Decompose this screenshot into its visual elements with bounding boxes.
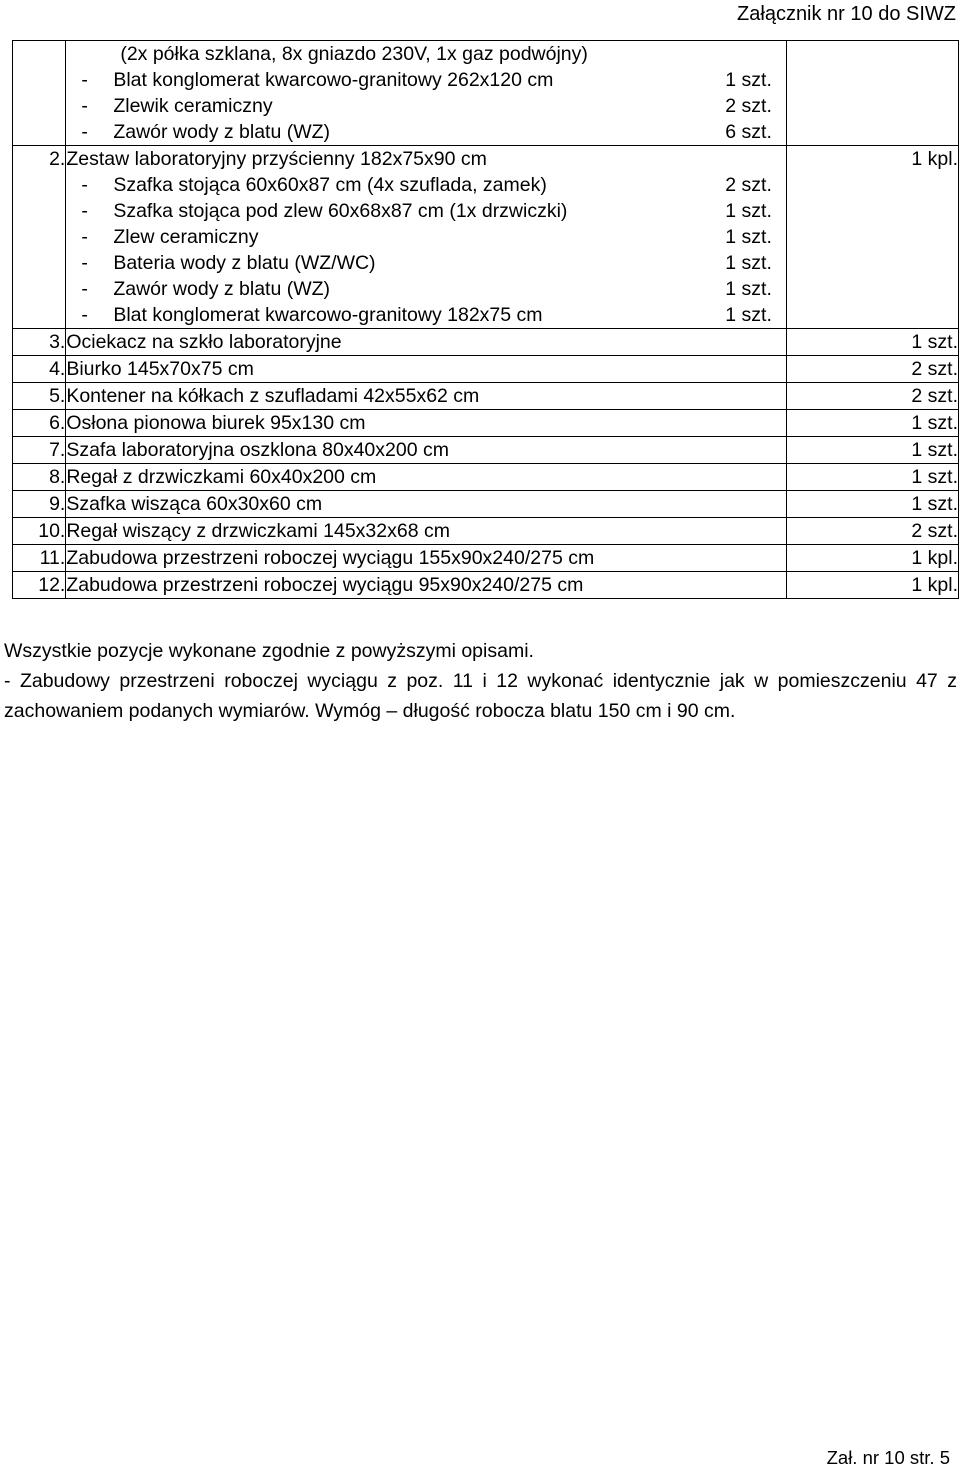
row-number: 11. (13, 545, 66, 572)
table-row (13, 572, 959, 599)
row-description: Zabudowa przestrzeni roboczej wyciągu 95x90x240/275 cm (66, 572, 787, 599)
subitem-qty: 1 szt. (725, 200, 772, 222)
row-quantity: 2 szt. (786, 383, 958, 410)
subitem-qty: 2 szt. (725, 95, 772, 117)
row-number: 2. (13, 146, 66, 329)
table-row (13, 437, 959, 464)
subitem: - Zawór wody z blatu (WZ) 1 szt. (66, 276, 786, 302)
subitem: - Szafka stojąca 60x60x87 cm (4x szuflada, zamek) 2 szt. (66, 172, 786, 198)
subitem: - Zlewik ceramiczny 2 szt. (66, 93, 786, 119)
notes-section (4, 636, 957, 726)
row-number: 10. (13, 518, 66, 545)
row-number: 12. (13, 572, 66, 599)
row-quantity: 1 szt. (786, 464, 958, 491)
row-quantity: 2 szt. (786, 518, 958, 545)
items-table (12, 40, 959, 599)
row-description: Zabudowa przestrzeni roboczej wyciągu 155x90x240/275 cm (66, 545, 787, 572)
subitem-qty: 6 szt. (725, 121, 772, 143)
row-number: 8. (13, 464, 66, 491)
document-header: Załącznik nr 10 do SIWZ (737, 3, 956, 25)
subitem: - Szafka stojąca pod zlew 60x68x87 cm (1x drzwiczki) 1 szt. (66, 198, 786, 224)
subitem-label: Blat konglomerat kwarcowo-granitowy 262x120 cm (113, 69, 554, 91)
table-row (13, 356, 959, 383)
subitem-qty: 1 szt. (725, 226, 772, 248)
item-title: Zestaw laboratoryjny przyścienny 182x75x90 cm (66, 148, 487, 170)
subitem-label: Szafka stojąca 60x60x87 cm (4x szuflada, zamek) (113, 174, 547, 196)
table-row (13, 491, 959, 518)
notes-line: Wszystkie pozycje wykonane zgodnie z powyższymi opisami. (4, 640, 534, 662)
subitem-qty: 1 szt. (725, 69, 772, 91)
row-number: 3. (13, 329, 66, 356)
row-number: 4. (13, 356, 66, 383)
row-number: 7. (13, 437, 66, 464)
table-row (13, 383, 959, 410)
row-description: Szafka wisząca 60x30x60 cm (66, 491, 787, 518)
row-description (66, 41, 787, 146)
row-quantity: 1 kpl. (786, 545, 958, 572)
continuation-text: (2x półka szklana, 8x gniazdo 230V, 1x gaz podwójny) (120, 43, 588, 65)
subitem-label: Zawór wody z blatu (WZ) (113, 278, 331, 300)
subitem-qty: 2 szt. (725, 174, 772, 196)
table-row (13, 545, 959, 572)
row-number: 6. (13, 410, 66, 437)
row-quantity: 1 szt. (786, 491, 958, 518)
subitem: - Zawór wody z blatu (WZ) 6 szt. (66, 119, 786, 145)
row-description: Kontener na kółkach z szufladami 42x55x62 cm (66, 383, 787, 410)
row-quantity: 1 kpl. (786, 572, 958, 599)
subitem-label: Szafka stojąca pod zlew 60x68x87 cm (1x drzwiczki) (113, 200, 568, 222)
row-description: Osłona pionowa biurek 95x130 cm (66, 410, 787, 437)
row-quantity: 1 szt. (786, 437, 958, 464)
subitem: - Zlew ceramiczny 1 szt. (66, 224, 786, 250)
row-description: Biurko 145x70x75 cm (66, 356, 787, 383)
subitem: - Blat konglomerat kwarcowo-granitowy 182x75 cm 1 szt. (66, 302, 786, 328)
page-footer: Zał. nr 10 str. 5 (826, 1447, 950, 1468)
subitem: - Bateria wody z blatu (WZ/WC) 1 szt. (66, 250, 786, 276)
subitem-qty: 1 szt. (725, 304, 772, 326)
row-description: Szafa laboratoryjna oszklona 80x40x200 cm (66, 437, 787, 464)
row-quantity: 1 kpl. (786, 146, 958, 329)
subitem: - Blat konglomerat kwarcowo-granitowy 262x120 cm 1 szt. (66, 67, 786, 93)
row-description: Regał z drzwiczkami 60x40x200 cm (66, 464, 787, 491)
table-row (13, 146, 959, 329)
row-quantity: 2 szt. (786, 356, 958, 383)
row-quantity (786, 41, 958, 146)
row-quantity: 1 szt. (786, 410, 958, 437)
row-description (66, 146, 787, 329)
row-number: 9. (13, 491, 66, 518)
table-row (13, 329, 959, 356)
table-row (13, 464, 959, 491)
subitem-label: Bateria wody z blatu (WZ/WC) (113, 252, 376, 274)
row-number (13, 41, 66, 146)
table-row (13, 410, 959, 437)
row-quantity: 1 szt. (786, 329, 958, 356)
row-number: 5. (13, 383, 66, 410)
row-description: Regał wiszący z drzwiczkami 145x32x68 cm (66, 518, 787, 545)
subitem-label: Zlew ceramiczny (113, 226, 259, 248)
subitem-qty: 1 szt. (725, 252, 772, 274)
table-row (13, 518, 959, 545)
row-description: Ociekacz na szkło laboratoryjne (66, 329, 787, 356)
subitem-label: Zawór wody z blatu (WZ) (113, 121, 331, 143)
subitem-label: Zlewik ceramiczny (113, 95, 273, 117)
notes-paragraph: - Zabudowy przestrzeni roboczej wyciągu z poz. 11 i 12 wykonać identycznie jak w pomieszczeniu 47 z zachowaniem podanych wymiarów. Wymóg – długość robocza blatu 150 cm i 90 cm. (4, 670, 957, 722)
table-row (13, 41, 959, 146)
subitem-label: Blat konglomerat kwarcowo-granitowy 182x75 cm (113, 304, 543, 326)
subitem-qty: 1 szt. (725, 278, 772, 300)
